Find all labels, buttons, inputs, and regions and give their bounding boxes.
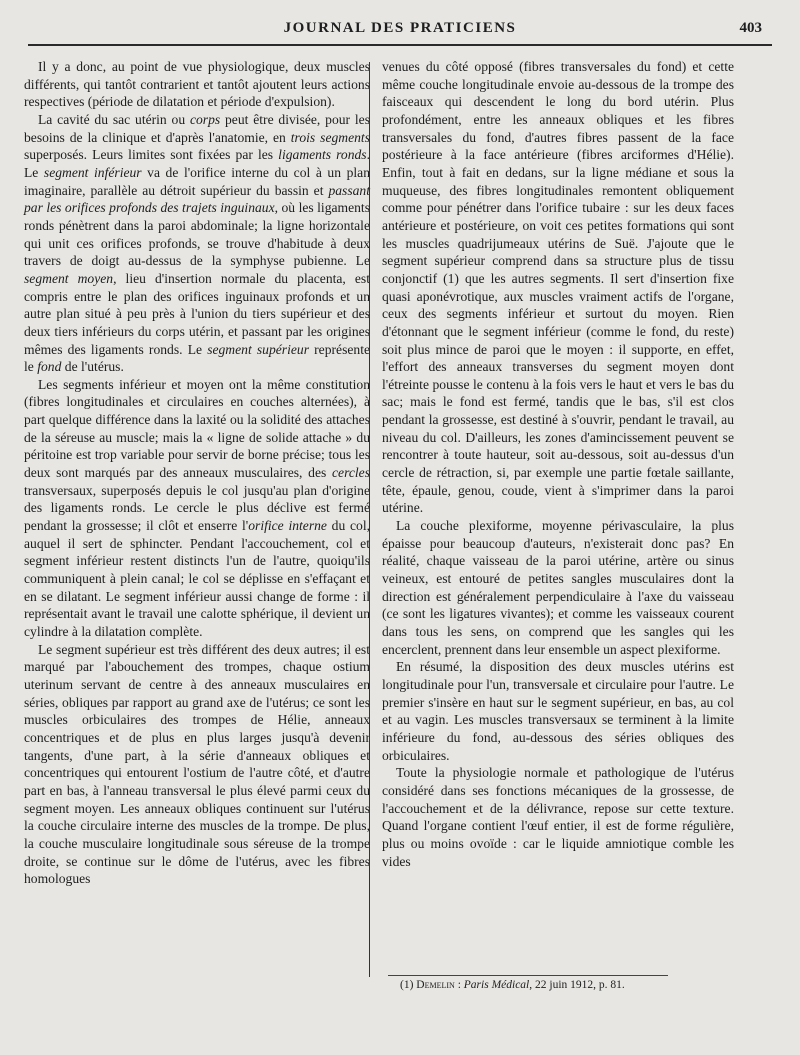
right-column	[382, 58, 734, 870]
paragraph: venues du côté opposé (fibres transversales du fond) et cette même couche longitudinale envoie au-dessous de la trompe des faisceaux qui descendent le long du bord utérin. Plus profondément, entre les anneaux obliques et les fibres transversales du fond, d'autres fibres passent de la face postérieure à la face antérieure (fibres arciformes d'Hélie). Enfin, tout à fait en dedans, sur la ligne médiane et sous la muqueuse, des fibres longitudinales remontent obliquement comme pour pénétrer dans l'orifice tubaire : sur les deux faces antérieure et postérieure, on voit ces petites formations qui sont les muscles quadrijumeaux utérins de Suë. J'ajoute que le segment supérieur comprend dans sa structure plus de tissu conjonctif (1) que les autres segments. Il sert d'insertion fixe quasi aponévrotique, aux muscles vraiment actifs de l'organe, ceux des segments inférieur et surtout du moyen. Rien d'étonnant que le segment inférieur (comme le fond, du reste) soit plus mince de paroi que le moyen : il supporte, en effet, l'effort des anneaux transverses du segment moyen dont l'étreinte pousse le contenu à la fois vers le haut et vers le bas du sac; mais le fond est fermé, tandis que le bas, s'il est clos pendant la grossesse, est destiné à s'ouvrir, pendant le travail, au niveau du col. D'ailleurs, les zones d'amincissement peuvent se rencontrer à toute hauteur, soit au-dessous, soit au-dessus d'un cercle de rétraction, si, par exemple une partie fœtale saillante, tête, épaule, genou, coude, vient à s'imprimer dans la paroi utérine.	[382, 59, 734, 516]
paragraph: Le segment supérieur est très différent des deux autres; il est marqué par l'abouchement des trompes, chaque ostium uterinum servant de centre à des anneaux musculaires en séries, obliques par rapport au grand axe de l'utérus; ce sont les muscles orbiculaires des trompes de Hélie, anneaux concentriques et de plus en plus larges jusqu'à devenir tangents, d'une part, à la série d'anneaux obliques et concentriques qui entourent l'ostium de l'autre côté, et d'autre part en bas, à l'anneau transversal le plus élevé parmi ceux du segment moyen. Les anneaux obliques continuent sur l'utérus la couche circulaire interne des muscles de la trompe. De plus, la couche musculaire longitudinale sous séreuse de la trompe droite, se continue sur le dôme de l'utérus, avec les fibres homologues	[24, 641, 370, 887]
paragraph: Toute la physiologie normale et pathologique de l'utérus considéré dans ses fonctions mécaniques de la grossesse, de l'accouchement et de la délivrance, repose sur cette texture. Quand l'organe contient l'œuf entier, il est de forme régulière, plus ou moins ovoïde : car le liquide amniotique comble les vides	[382, 765, 734, 869]
paragraph: En résumé, la disposition des deux muscles utérins est longitudinale pour l'un, transversale et circulaire pour l'autre. Le premier s'insère en haut sur le segment supérieur, en bas, au col et au vagin. Les muscles transversaux se terminent à la limite inférieure du fond, au-dessous des séries obliques des orbiculaires.	[382, 659, 734, 763]
page-number: 403	[739, 20, 762, 36]
column-divider	[369, 62, 370, 977]
footnote: (1) Demelin : Paris Médical, 22 juin 1912, p. 81.	[400, 979, 625, 991]
paragraph: Il y a donc, au point de vue physiologique, deux muscles différents, qui tantôt contrarient et tantôt ajoutent leurs actions respectives (période de dilatation et période d'expulsion).	[24, 59, 370, 110]
footnote-rule	[388, 975, 668, 976]
paragraph: Les segments inférieur et moyen ont la même constitution (fibres longitudinales et circulaires en couches alternées), à part quelque différence dans la laxité ou la solidité des attaches de la séreuse au muscle; mais la « ligne de solide attache » du péritoine est trop variable pour servir de borne précise; tous les deux sont marqués par des anneaux musculaires, des cercles transversaux, superposés depuis le col jusqu'au plan d'origine des ligaments ronds. Le cercle le plus déclive est fermé pendant la grossesse; il clôt et enserre l'orifice interne du col, auquel il sert de sphincter. Pendant l'accouchement, col et segment inférieur restent distincts l'un de l'autre, quoiqu'ils communiquent à plein canal; le col se déplisse en s'effaçant et en se dilatant. Le segment inférieur aussi change de forme : il représentait avant le travail une calotte sphérique, il devient un cylindre à la dilatation complète.	[24, 376, 370, 639]
header-rule	[28, 44, 772, 46]
paragraph: La couche plexiforme, moyenne périvasculaire, la plus épaisse pour beaucoup d'auteurs, n'existerait donc pas? En réalité, chaque vaisseau de la paroi utérine, artère ou sinus veineux, est entouré de petites sangles musculaires dont la direction est généralement perpendiculaire à l'axe du vaisseau (ce sont les ligatures vivantes); et comme les vaisseaux courent dans tous les sens, on comprend que les sangles qui les encerclent, prennent dans leur ensemble un aspect plexiforme.	[382, 518, 734, 657]
journal-title: JOURNAL DES PRATICIENS	[283, 20, 517, 36]
left-column	[24, 58, 370, 888]
paragraph: La cavité du sac utérin ou corps peut être divisée, pour les besoins de la clinique et d'après l'anatomie, en trois segments superposés. Leurs limites sont fixées par les ligaments ronds. Le segment inférieur va de l'orifice interne du col à un plan imaginaire, parallèle au détroit supérieur du bassin et passant par les orifices profonds des trajets inguinaux, où les ligaments ronds pénètrent dans la paroi abdominale; la ligne horizontale qui unit ces orifices profonds, se trouve d'habitude à deux travers de doigt au-dessus de la symphyse pubienne. Le segment moyen, lieu d'insertion normale du placenta, est compris entre le plan des orifices inguinaux profonds et un autre plan situé à peu près à l'union du tiers supérieur et des deux tiers inférieurs du corps utérin, et passant par les origines mêmes des ligaments ronds. Le segment supérieur représente le fond de l'utérus.	[24, 111, 371, 375]
